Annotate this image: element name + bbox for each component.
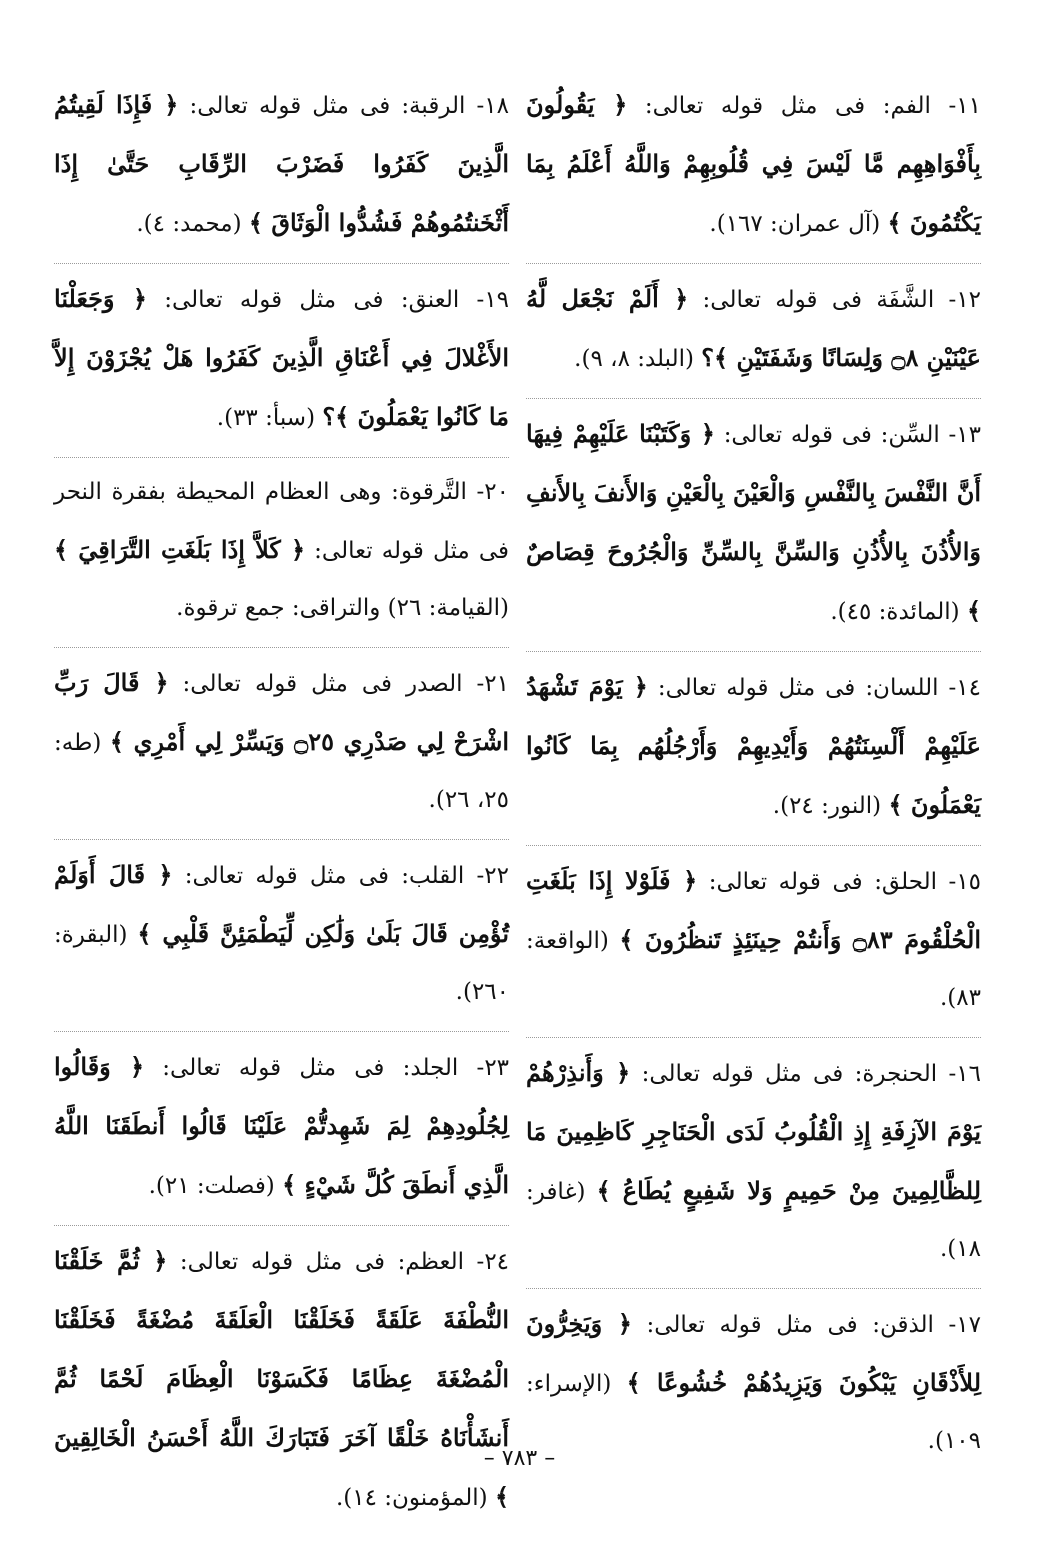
entry-term: القلب: <box>401 863 465 889</box>
entry-term: التَّرقوة: <box>391 479 467 505</box>
entry-term: العنق: <box>400 287 460 313</box>
entry-number: ٢٠- <box>476 479 510 505</box>
verse-reference: (الإسراء: ١٠٩). <box>526 1371 981 1454</box>
entry-intro: فى مثل قوله تعالى: <box>646 1312 858 1338</box>
entry-intro: فى مثل قوله تعالى: <box>641 1061 844 1087</box>
entry-number: ٢١- <box>476 671 510 697</box>
entry-intro: فى مثل قوله تعالى: <box>164 287 384 313</box>
entry-number: ١٩- <box>476 287 510 313</box>
quran-verse: ﴿ قَالَ أَوَلَمْ تُؤْمِن قَالَ بَلَىٰ وَلَٰكِن لِّيَطْمَئِنَّ قَلْبِي ﴾ <box>54 860 510 948</box>
entry-term: الشَّفَة <box>876 287 935 313</box>
entry-term: السِّن: <box>880 422 940 448</box>
entry-20 <box>54 458 509 648</box>
quran-verse: ﴿ وَجَعَلْنَا الأَغْلالَ فِي أَعْنَاقِ الَّذِينَ كَفَرُوا هَلْ يُجْزَوْنَ إِلاَّ مَا كَانُوا يَعْمَلُونَ ﴾؟ <box>54 284 509 431</box>
verse-reference: (القيامة: ٢٦) والتراقى: جمع ترقوة. <box>176 595 509 621</box>
entry-term: الرقبة: <box>401 93 466 119</box>
entry-22 <box>54 840 509 1032</box>
quran-verse: ﴿ كَلاَّ إِذَا بَلَغَتِ التَّرَاقِيَ ﴾ <box>54 535 306 564</box>
entry-14 <box>526 652 981 846</box>
quran-verse: ﴿ فَإِذَا لَقِيتُمُ الَّذِينَ كَفَرُوا فَضَرْبَ الرِّقَابِ حَتَّىٰ إِذَا أَثْخَنتُمُوهُمْ فَشُدُّوا الْوَثَاقَ ﴾ <box>54 90 509 237</box>
entry-number: ١٢- <box>948 287 982 313</box>
entry-term: الحلق: <box>874 869 937 895</box>
quran-verse: ﴿ يَقُولُونَ بِأَفْوَاهِهِم مَّا لَيْسَ فِي قُلُوبِهِمْ وَاللَّهُ أَعْلَمُ بِمَا يَكْتُمُونَ ﴾ <box>526 90 981 237</box>
entry-18 <box>54 70 509 264</box>
verse-reference: (غافر: ١٨). <box>526 1179 981 1262</box>
entry-11 <box>526 70 981 264</box>
verse-reference: (الواقعة: ٨٣). <box>526 928 981 1011</box>
right-column <box>526 70 981 1480</box>
entry-intro: فى مثل قوله تعالى: <box>189 93 391 119</box>
entry-intro: فى قوله تعالى: <box>723 422 872 448</box>
entry-term: الفم: <box>882 93 931 119</box>
entry-intro: فى مثل قوله تعالى: <box>162 1055 385 1081</box>
entry-intro: فى مثل قوله تعالى: <box>182 671 392 697</box>
quran-verse: ﴿ وَكَتَبْنَا عَلَيْهِمْ فِيهَا أَنَّ النَّفْسَ بِالنَّفْسِ وَالْعَيْنَ بِالْعَيْنِ وَالأَنفَ بِالأَنفِ وَالأُذُنَ بِالأُذُنِ وَالسِّنَّ بِالسِّنِّ وَالْجُرُوحَ قِصَاصٌ ﴾ <box>526 419 981 625</box>
verse-reference: (آل عمران: ١٦٧). <box>709 211 881 237</box>
quran-verse: ﴿ وَقَالُوا لِجُلُودِهِمْ لِمَ شَهِدتُّمْ عَلَيْنَا قَالُوا أَنطَقَنَا اللَّهُ الَّذِي أَنطَقَ كُلَّ شَيْءٍ ﴾ <box>54 1052 509 1199</box>
entry-intro: فى قوله تعالى: <box>708 869 863 895</box>
quran-verse: ﴿ وَيَخِرُّونَ لِلأَذْقَانِ يَبْكُونَ وَيَزِيدُهُمْ خُشُوعًا ﴾ <box>526 1309 982 1397</box>
entry-24 <box>54 1226 509 1537</box>
entry-19 <box>54 264 509 458</box>
entry-number: ١١- <box>948 93 981 119</box>
verse-reference: (البلد: ٨، ٩). <box>574 346 694 372</box>
entry-intro: وهى العظام المحيطة بفقرة النحر فى مثل قوله تعالى: <box>54 479 509 564</box>
entry-intro: فى قوله تعالى: <box>702 287 862 313</box>
entry-term: الذقن: <box>872 1312 934 1338</box>
entry-term: الجلد: <box>402 1055 459 1081</box>
quran-verse: ﴿ ثُمَّ خَلَقْنَا النُّطْفَةَ عَلَقَةً فَخَلَقْنَا الْعَلَقَةَ مُضْغَةً فَخَلَقْنَا الْمُضْغَةَ عِظَامًا فَكَسَوْنَا الْعِظَامَ لَحْمًا ثُمَّ أَنشَأْنَاهُ خَلْقًا آخَرَ فَتَبَارَكَ اللَّهُ أَحْسَنُ الْخَالِقِينَ ﴾ <box>54 1246 509 1511</box>
left-column <box>54 70 509 1537</box>
entry-number: ١٧- <box>948 1312 981 1338</box>
entry-23 <box>54 1032 509 1226</box>
entry-intro: فى مثل قوله تعالى: <box>644 93 866 119</box>
entry-16 <box>526 1038 981 1289</box>
entry-term: اللسان: <box>865 675 939 701</box>
entry-intro: فى مثل قوله تعالى: <box>657 675 856 701</box>
verse-reference: (فصلت: ٢١). <box>148 1173 275 1199</box>
verse-reference: (البقرة: ٢٦٠). <box>54 922 509 1005</box>
quran-verse: ﴿ أَلَمْ نَجْعَل لَّهُ عَيْنَيْنِ ۝٨ وَلِسَانًا وَشَفَتَيْنِ ﴾؟ <box>526 284 981 372</box>
entry-number: ٢٤- <box>476 1249 510 1275</box>
verse-reference: (المؤمنون: ١٤). <box>335 1485 488 1511</box>
entry-13 <box>526 399 981 652</box>
verse-reference: (المائدة: ٤٥). <box>830 599 960 625</box>
quran-verse: ﴿ وَأَنذِرْهُمْ يَوْمَ الآزِفَةِ إِذِ الْقُلُوبُ لَدَى الْحَنَاجِرِ كَاظِمِينَ مَا لِلظَّالِمِينَ مِنْ حَمِيمٍ وَلا شَفِيعٍ يُطَاعُ ﴾ <box>526 1058 982 1205</box>
entry-number: ١٣- <box>948 422 981 448</box>
entry-number: ١٤- <box>948 675 981 701</box>
entry-intro: فى مثل قوله تعالى: <box>184 863 389 889</box>
entry-number: ١٨- <box>476 93 510 119</box>
quran-verse: ﴿ يَوْمَ تَشْهَدُ عَلَيْهِمْ أَلْسِنَتُهُمْ وَأَيْدِيهِمْ وَأَرْجُلُهُم بِمَا كَانُوا يَعْمَلُونَ ﴾ <box>526 672 981 819</box>
verse-reference: (سبأ: ٣٣). <box>216 405 316 431</box>
quran-verse: ﴿ قَالَ رَبِّ اشْرَحْ لِي صَدْرِي ۝٢٥ وَيَسِّرْ لِي أَمْرِي ﴾ <box>54 668 509 756</box>
entry-21 <box>54 648 509 840</box>
entry-intro: فى مثل قوله تعالى: <box>179 1249 386 1275</box>
entry-number: ٢٢- <box>476 863 509 889</box>
page-number: – ٧٨٣ – <box>483 1446 556 1471</box>
entry-term: الحنجرة: <box>854 1061 938 1087</box>
verse-reference: (طه: ٢٥، ٢٦). <box>54 730 509 813</box>
entry-15 <box>526 846 981 1038</box>
verse-reference: (محمد: ٤). <box>136 211 242 237</box>
entry-number: ١٥- <box>948 869 982 895</box>
entry-number: ١٦- <box>948 1061 981 1087</box>
entry-number: ٢٣- <box>476 1055 510 1081</box>
quran-verse: ﴿ فَلَوْلا إِذَا بَلَغَتِ الْحُلْقُومَ ۝٨٣ وَأَنتُمْ حِينَئِذٍ تَنظُرُونَ ﴾ <box>526 866 982 954</box>
entry-term: العظم: <box>397 1249 464 1275</box>
verse-reference: (النور: ٢٤). <box>772 793 882 819</box>
entry-12 <box>526 264 981 399</box>
entry-term: الصدر <box>405 671 463 697</box>
